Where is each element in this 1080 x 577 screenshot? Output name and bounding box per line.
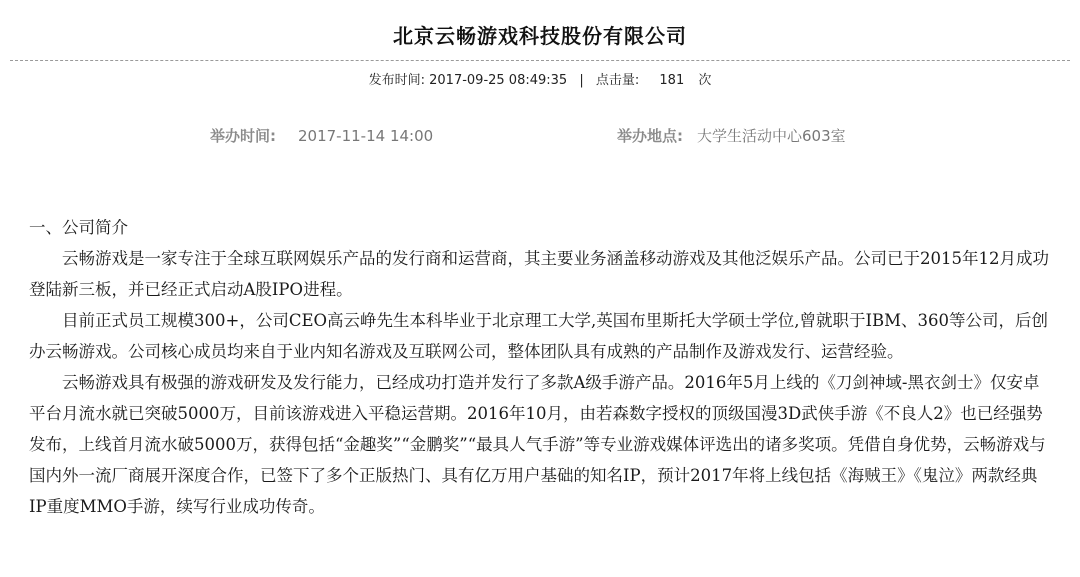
- clicks-unit: 次: [698, 73, 712, 88]
- article-meta: [0, 69, 1080, 88]
- paragraph: 目前正式员工规模300+，公司CEO高云峥先生本科毕业于北京理工大学,英国布里斯托大学硕士学位,曾就职于IBM、360等公司，后创办云畅游戏。公司核心成员均来自于业内知名游戏及互联网公司，整体团队具有成熟的产品制作及游戏发行、运营经验。: [29, 311, 1049, 361]
- event-time: [210, 125, 433, 146]
- paragraph: 云畅游戏是一家专注于全球互联网娱乐产品的发行商和运营商，其主要业务涵盖移动游戏及其他泛娱乐产品。公司已于2015年12月成功登陆新三板，并已经正式启动A股IPO进程。: [29, 249, 1049, 299]
- event-time-label: 举办时间:: [210, 127, 276, 145]
- page-title: 北京云畅游戏科技股份有限公司: [393, 24, 687, 48]
- paragraph: 云畅游戏具有极强的游戏研发及发行能力，已经成功打造并发行了多款A级手游产品。2016年5月上线的《刀剑神域-黑衣剑士》仅安卓平台月流水就已突破5000万，目前该游戏进入平稳运营期。2016年10月，由若森数字授权的顶级国漫3D武侠手游《不良人2》也已经强势发布，上线首月流水破5000万，获得包括“金趣奖”“金鹏奖”“最具人气手游”等专业游戏媒体评选出的诸多奖项。凭借自身优势，云畅游戏与国内外一流厂商展开深度合作，已签下了多个正版热门、具有亿万用户基础的知名IP，预计2017年将上线包括《海贼王》《鬼泣》两款经典IP重度MMO手游，续写行业成功传奇。: [29, 373, 1046, 516]
- title-divider: [10, 60, 1070, 61]
- clicks-count: 181: [659, 73, 685, 88]
- event-time-value: 2017-11-14 14:00: [298, 127, 434, 145]
- publish-time: 2017-09-25 08:49:35: [429, 73, 568, 88]
- article-content: [29, 212, 1051, 522]
- section-heading: 一、公司简介: [29, 218, 128, 237]
- meta-separator: |: [579, 73, 584, 88]
- event-place: [617, 125, 846, 146]
- event-place-label: 举办地点:: [617, 127, 683, 145]
- event-place-value: 大学生活动中心603室: [697, 127, 846, 145]
- clicks-label: 点击量:: [595, 73, 640, 88]
- publish-label: 发布时间:: [368, 73, 425, 88]
